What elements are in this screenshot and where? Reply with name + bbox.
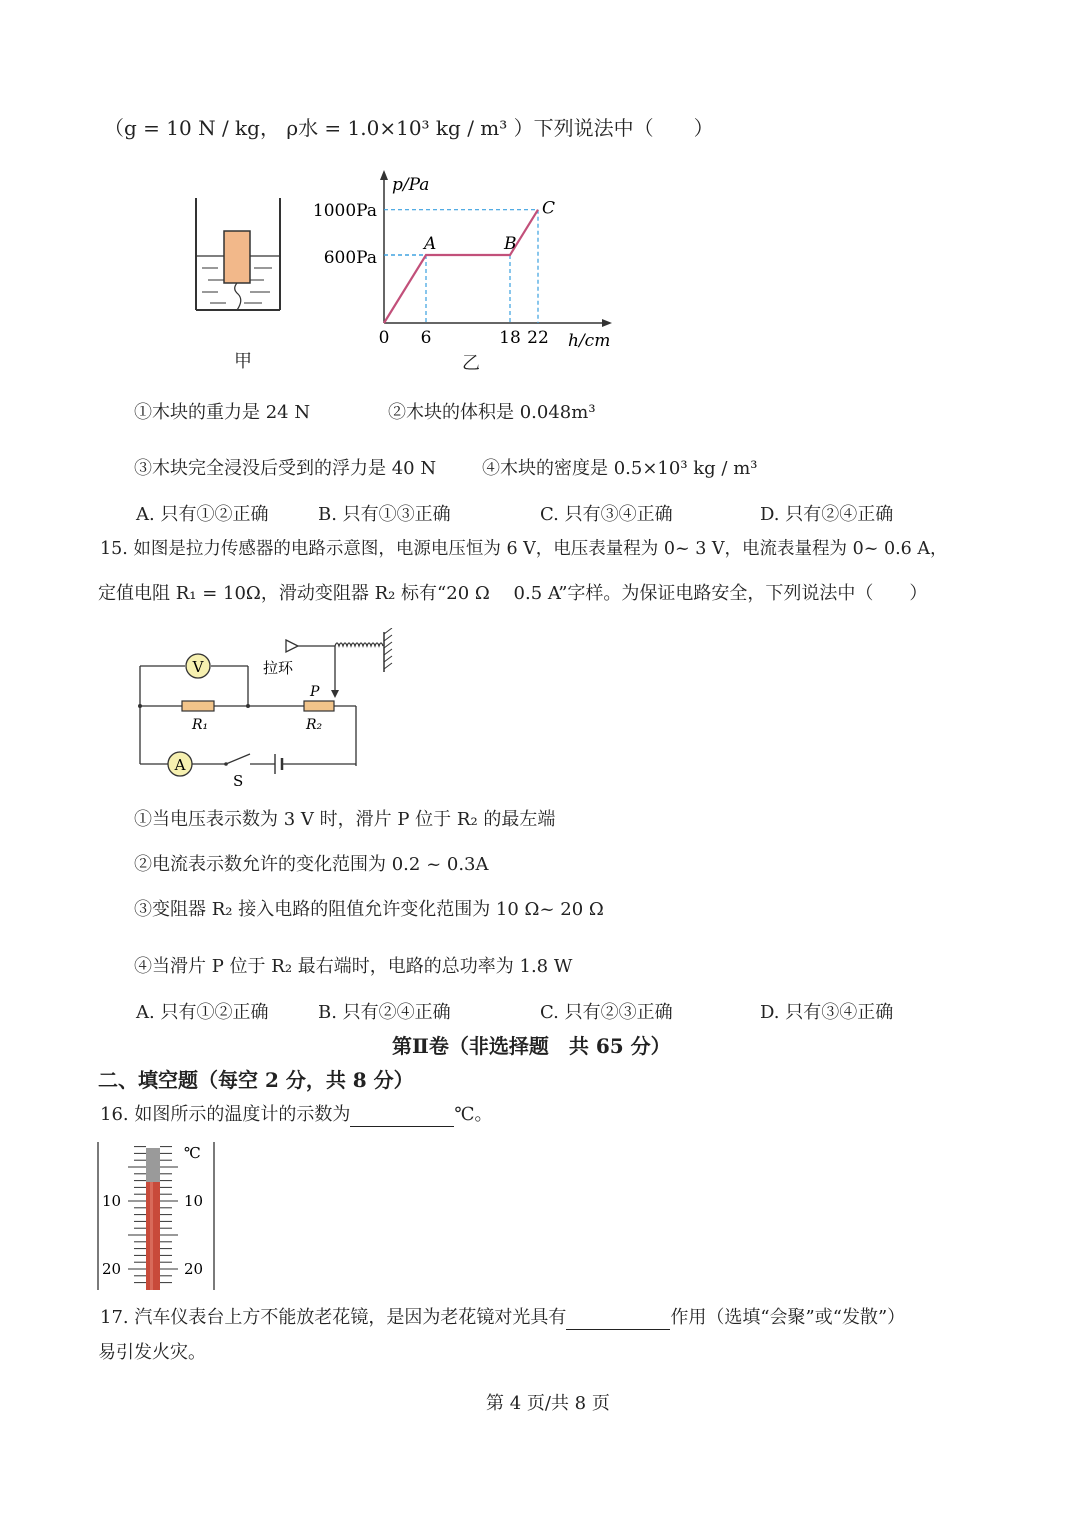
ytick-1000: 1000Pa bbox=[312, 201, 377, 221]
q14-option-c[interactable]: C. 只有③④正确 bbox=[540, 504, 673, 525]
point-label-B: B bbox=[504, 234, 517, 255]
thermo-right-20: 20 bbox=[184, 1260, 204, 1278]
q15-statement-2: ②电流表示数允许的变化范围为 0.2 ~ 0.3A bbox=[134, 854, 489, 875]
pull-ring-icon bbox=[286, 640, 298, 652]
pressure-series-line bbox=[384, 210, 538, 323]
q14-option-d[interactable]: D. 只有②④正确 bbox=[760, 504, 894, 525]
q17-prefix: 17. 汽车仪表台上方不能放老花镜，是因为老花镜对光具有 bbox=[100, 1307, 567, 1328]
r1-label: R₁ bbox=[192, 717, 209, 733]
xtick-18: 18 bbox=[499, 328, 521, 348]
point-label-A: A bbox=[424, 234, 437, 255]
q15-option-b[interactable]: B. 只有②④正确 bbox=[318, 1002, 451, 1023]
xtick-6: 6 bbox=[420, 328, 432, 348]
y-axis-label: p/Pa bbox=[392, 175, 430, 195]
x-axis-arrow bbox=[602, 319, 612, 327]
wood-block bbox=[224, 231, 250, 283]
resistor-r2 bbox=[304, 701, 334, 711]
q17-answer-blank[interactable] bbox=[566, 1309, 670, 1330]
slider-label: P bbox=[310, 684, 320, 700]
q14-option-a[interactable]: A. 只有①②正确 bbox=[136, 504, 269, 525]
x-axis-label: h/cm bbox=[568, 331, 611, 348]
section-2-title: 第Ⅱ卷（非选择题 共 65 分） bbox=[392, 1034, 671, 1058]
ammeter-label: A bbox=[174, 756, 186, 774]
string bbox=[235, 283, 241, 310]
q15-statement-1: ①当电压表示数为 3 V 时，滑片 P 位于 R₂ 的最左端 bbox=[134, 809, 556, 830]
page-footer: 第 4 页/共 8 页 bbox=[486, 1393, 610, 1414]
q14-statement-1: ①木块的重力是 24 N bbox=[134, 402, 311, 423]
thermo-right-10: 10 bbox=[184, 1192, 204, 1210]
circuit-diagram bbox=[130, 628, 410, 790]
xtick-0: 0 bbox=[378, 328, 390, 348]
thermo-left-10: 10 bbox=[102, 1192, 122, 1210]
q14-statement-2: ②木块的体积是 0.048m³ bbox=[388, 402, 596, 423]
q14-given-text: （g = 10 N / kg， ρ水 = 1.0×10³ kg / m³ ）下列说法中（ ） bbox=[104, 116, 714, 140]
q15-option-d[interactable]: D. 只有③④正确 bbox=[760, 1002, 894, 1023]
thermo-left-20: 20 bbox=[102, 1260, 122, 1278]
pressure-depth-chart bbox=[310, 168, 620, 348]
thermo-unit: ℃ bbox=[184, 1144, 201, 1162]
ytick-600: 600Pa bbox=[323, 248, 377, 268]
q16-question bbox=[100, 1103, 493, 1127]
q15-line-2: 定值电阻 R₁ = 10Ω，滑动变阻器 R₂ 标有“20 Ω 0.5 A”字样。为保证电路安全，下列说法中（ ） bbox=[98, 583, 928, 604]
q15-statement-3: ③变阻器 R₂ 接入电路的阻值允许变化范围为 10 Ω~ 20 Ω bbox=[134, 899, 604, 920]
figure-jia-container bbox=[188, 190, 288, 320]
fill-in-section-title: 二、填空题（每空 2 分，共 8 分） bbox=[98, 1068, 414, 1092]
q15-option-c[interactable]: C. 只有②③正确 bbox=[540, 1002, 673, 1023]
q17-suffix: 作用（选填“会聚”或“发散”） bbox=[670, 1307, 906, 1328]
resistor-r1 bbox=[182, 701, 214, 711]
q17-line-2: 易引发火灾。 bbox=[98, 1342, 206, 1363]
q15-line-1: 15. 如图是拉力传感器的电路示意图，电源电压恒为 6 V，电压表量程为 0~ 3 V，电流表量程为 0~ 0.6 A， bbox=[100, 539, 948, 559]
q15-option-a[interactable]: A. 只有①②正确 bbox=[136, 1002, 269, 1023]
figure-jia-caption: 甲 bbox=[234, 351, 252, 372]
q16-answer-blank[interactable] bbox=[350, 1106, 454, 1127]
q16-prefix: 16. 如图所示的温度计的示数为 bbox=[100, 1104, 351, 1125]
q14-option-b[interactable]: B. 只有①③正确 bbox=[318, 504, 451, 525]
y-axis-arrow bbox=[380, 170, 388, 180]
spring-icon bbox=[335, 643, 383, 646]
xtick-22: 22 bbox=[527, 328, 549, 348]
slider-arrow bbox=[331, 690, 339, 698]
r2-label: R₂ bbox=[306, 717, 323, 733]
switch-label: S bbox=[233, 772, 244, 790]
pull-ring-label: 拉环 bbox=[263, 659, 294, 677]
thermometer bbox=[94, 1140, 218, 1292]
voltmeter-label: V bbox=[192, 658, 204, 676]
q16-suffix: ℃。 bbox=[454, 1104, 493, 1125]
q14-statement-4: ④木块的密度是 0.5×10³ kg / m³ bbox=[482, 458, 758, 479]
q14-statement-3: ③木块完全浸没后受到的浮力是 40 N bbox=[134, 458, 437, 479]
q17-question bbox=[100, 1306, 905, 1330]
figure-yi-caption: 乙 bbox=[462, 353, 480, 374]
point-label-C: C bbox=[542, 198, 556, 219]
q15-statement-4: ④当滑片 P 位于 R₂ 最右端时，电路的总功率为 1.8 W bbox=[134, 956, 573, 977]
